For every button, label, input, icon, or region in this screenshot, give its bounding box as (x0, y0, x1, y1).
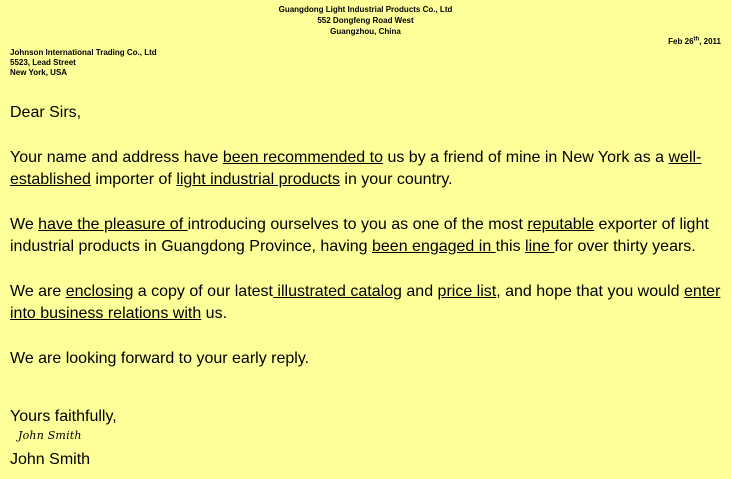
text: exporter of light industrial products in Guangdong Province, having (10, 216, 709, 255)
underlined-phrase: illustrated catalog (272, 283, 402, 300)
paragraph-2 (10, 214, 722, 258)
closing: Yours faithfully, (10, 408, 117, 425)
underlined-phrase: reputable (527, 216, 595, 233)
underlined-phrase: price list (437, 283, 497, 300)
text: We are (10, 283, 66, 300)
letter-body (10, 102, 722, 393)
sender-city: Guangzhou, China (330, 27, 401, 36)
text: this (495, 238, 526, 255)
salutation: Dear Sirs, (10, 104, 82, 121)
text: introducing ourselves to you as one of the most (187, 216, 528, 233)
text: in your country. (339, 171, 453, 188)
letter-date (668, 37, 721, 46)
text: We (10, 216, 39, 233)
date-prefix: Feb 26 (668, 37, 694, 46)
text: a copy of our latest (133, 283, 273, 300)
text: , and hope that you would (496, 283, 684, 300)
handwritten-signature: John Smith (18, 429, 82, 442)
sender-company: Guangdong Light Industrial Products Co., Ltd (278, 5, 453, 14)
recipient-address-block (10, 48, 157, 78)
underlined-phrase: been engaged in (372, 238, 496, 255)
text: We are looking forward to your early reply. (10, 350, 310, 367)
paragraph-1 (10, 147, 722, 191)
text: and (401, 283, 438, 300)
text: for over thirty years. (554, 238, 696, 255)
underlined-phrase: been recommended to (222, 149, 383, 166)
date-year: , 2011 (699, 37, 721, 46)
underlined-phrase: line (525, 238, 555, 255)
underlined-phrase: enclosing (65, 283, 134, 300)
recipient-street: 5523, Lead Street (10, 58, 76, 67)
recipient-company: Johnson International Trading Co., Ltd (10, 48, 157, 57)
sender-street: 552 Dongfeng Road West (317, 16, 414, 25)
printed-name: John Smith (10, 451, 91, 468)
recipient-city: New York, USA (10, 68, 68, 77)
sender-address-block (0, 4, 731, 37)
paragraph-3 (10, 281, 722, 325)
date-suffix: th (693, 36, 700, 43)
text: importer of (90, 171, 177, 188)
underlined-phrase: well-established (10, 149, 702, 188)
text: us. (201, 305, 228, 322)
paragraph-4 (10, 348, 722, 370)
underlined-phrase: enter into business relations with (10, 283, 721, 322)
text: us by a friend of mine in New York as a (383, 149, 669, 166)
underlined-phrase: have the pleasure of (38, 216, 188, 233)
text: Your name and address have (10, 149, 223, 166)
underlined-phrase: light industrial products (176, 171, 340, 188)
